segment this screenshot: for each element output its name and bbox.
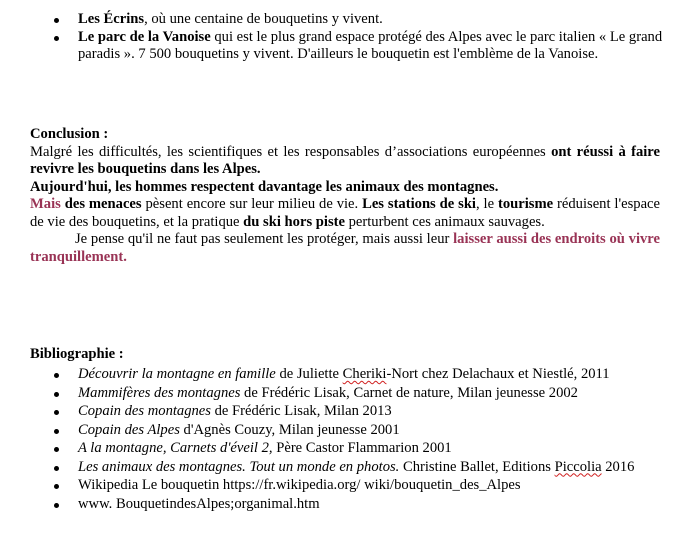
conclusion-paragraph-1: Malgré les difficultés, les scientifiques et les responsables d’associations européennes ont réussi à faire revivre les bouquetins dans les Alpes.	[30, 143, 660, 177]
list-item: A la montagne, Carnets d'éveil 2, Père Castor Flammarion 2001	[78, 440, 668, 458]
bibliography-heading: Bibliographie :	[30, 346, 124, 362]
book-title: Les animaux des montagnes. Tout un monde en photos.	[78, 458, 400, 475]
park-description: , où une centaine de bouquetins y vivent.	[144, 11, 383, 27]
bibliography-list	[78, 366, 668, 514]
list-item: Découvrir la montagne en famille de Juliette Cheriki-Nort chez Delachaux et Niestlé, 2011	[78, 366, 668, 384]
intro-bullet-list	[78, 11, 668, 64]
list-item	[78, 477, 668, 495]
park-name: Les Écrins	[78, 11, 145, 27]
conclusion-paragraph-3: Mais des menaces pèsent encore sur leur milieu de vie. Les stations de ski, le tourisme réduisent l'espace de vie des bouquetins, et la pratique du ski hors piste perturbent ces animaux sauvages.	[30, 196, 661, 230]
list-item	[78, 29, 668, 64]
list-item: Les animaux des montagnes. Tout un monde en photos. Christine Ballet, Editions Piccolia 2016	[78, 459, 668, 477]
book-title: Copain des Alpes	[78, 421, 180, 438]
list-item: Copain des montagnes de Frédéric Lisak, Milan 2013	[78, 403, 668, 421]
list-item: Copain des Alpes d'Agnès Couzy, Milan jeunesse 2001	[78, 422, 668, 440]
conclusion-section	[30, 126, 660, 266]
book-title: Copain des montagnes	[78, 403, 211, 419]
conclusion-paragraph-2: Aujourd'hui, les hommes respectent davantage les animaux des montagnes.	[30, 178, 499, 195]
conclusion-heading: Conclusion :	[30, 126, 109, 142]
list-item: Mammifères des montagnes de Frédéric Lisak, Carnet de nature, Milan jeunesse 2002	[78, 385, 668, 403]
park-description: qui est le plus grand espace protégé des Alpes avec le parc italien « Le grand paradis ». 7 500 bouquetins y vivent. D'ailleurs le bouquetin est l'emblème de la Vanoise.	[78, 28, 663, 62]
book-title: Mammifères des montagnes	[78, 384, 241, 401]
book-title: Découvrir la montagne en famille	[78, 366, 276, 382]
web-reference: www. BouquetindesAlpes;organimal.htm	[78, 495, 320, 512]
conclusion-paragraph-4: Je pense qu'il ne faut pas seulement les protéger, mais aussi leur laisser aussi des endroits où vivre tranquillement.	[30, 231, 660, 265]
spellcheck-word: Piccolia	[554, 458, 602, 475]
spellcheck-word: Cheriki	[342, 366, 387, 382]
list-item	[78, 11, 668, 29]
park-name: Le parc de la Vanoise	[78, 28, 211, 45]
book-title: A la montagne, Carnets d'éveil 2,	[78, 440, 273, 456]
list-item	[78, 496, 668, 514]
web-reference: Wikipedia Le bouquetin https://fr.wikipedia.org/ wiki/bouquetin_des_Alpes	[78, 477, 521, 493]
